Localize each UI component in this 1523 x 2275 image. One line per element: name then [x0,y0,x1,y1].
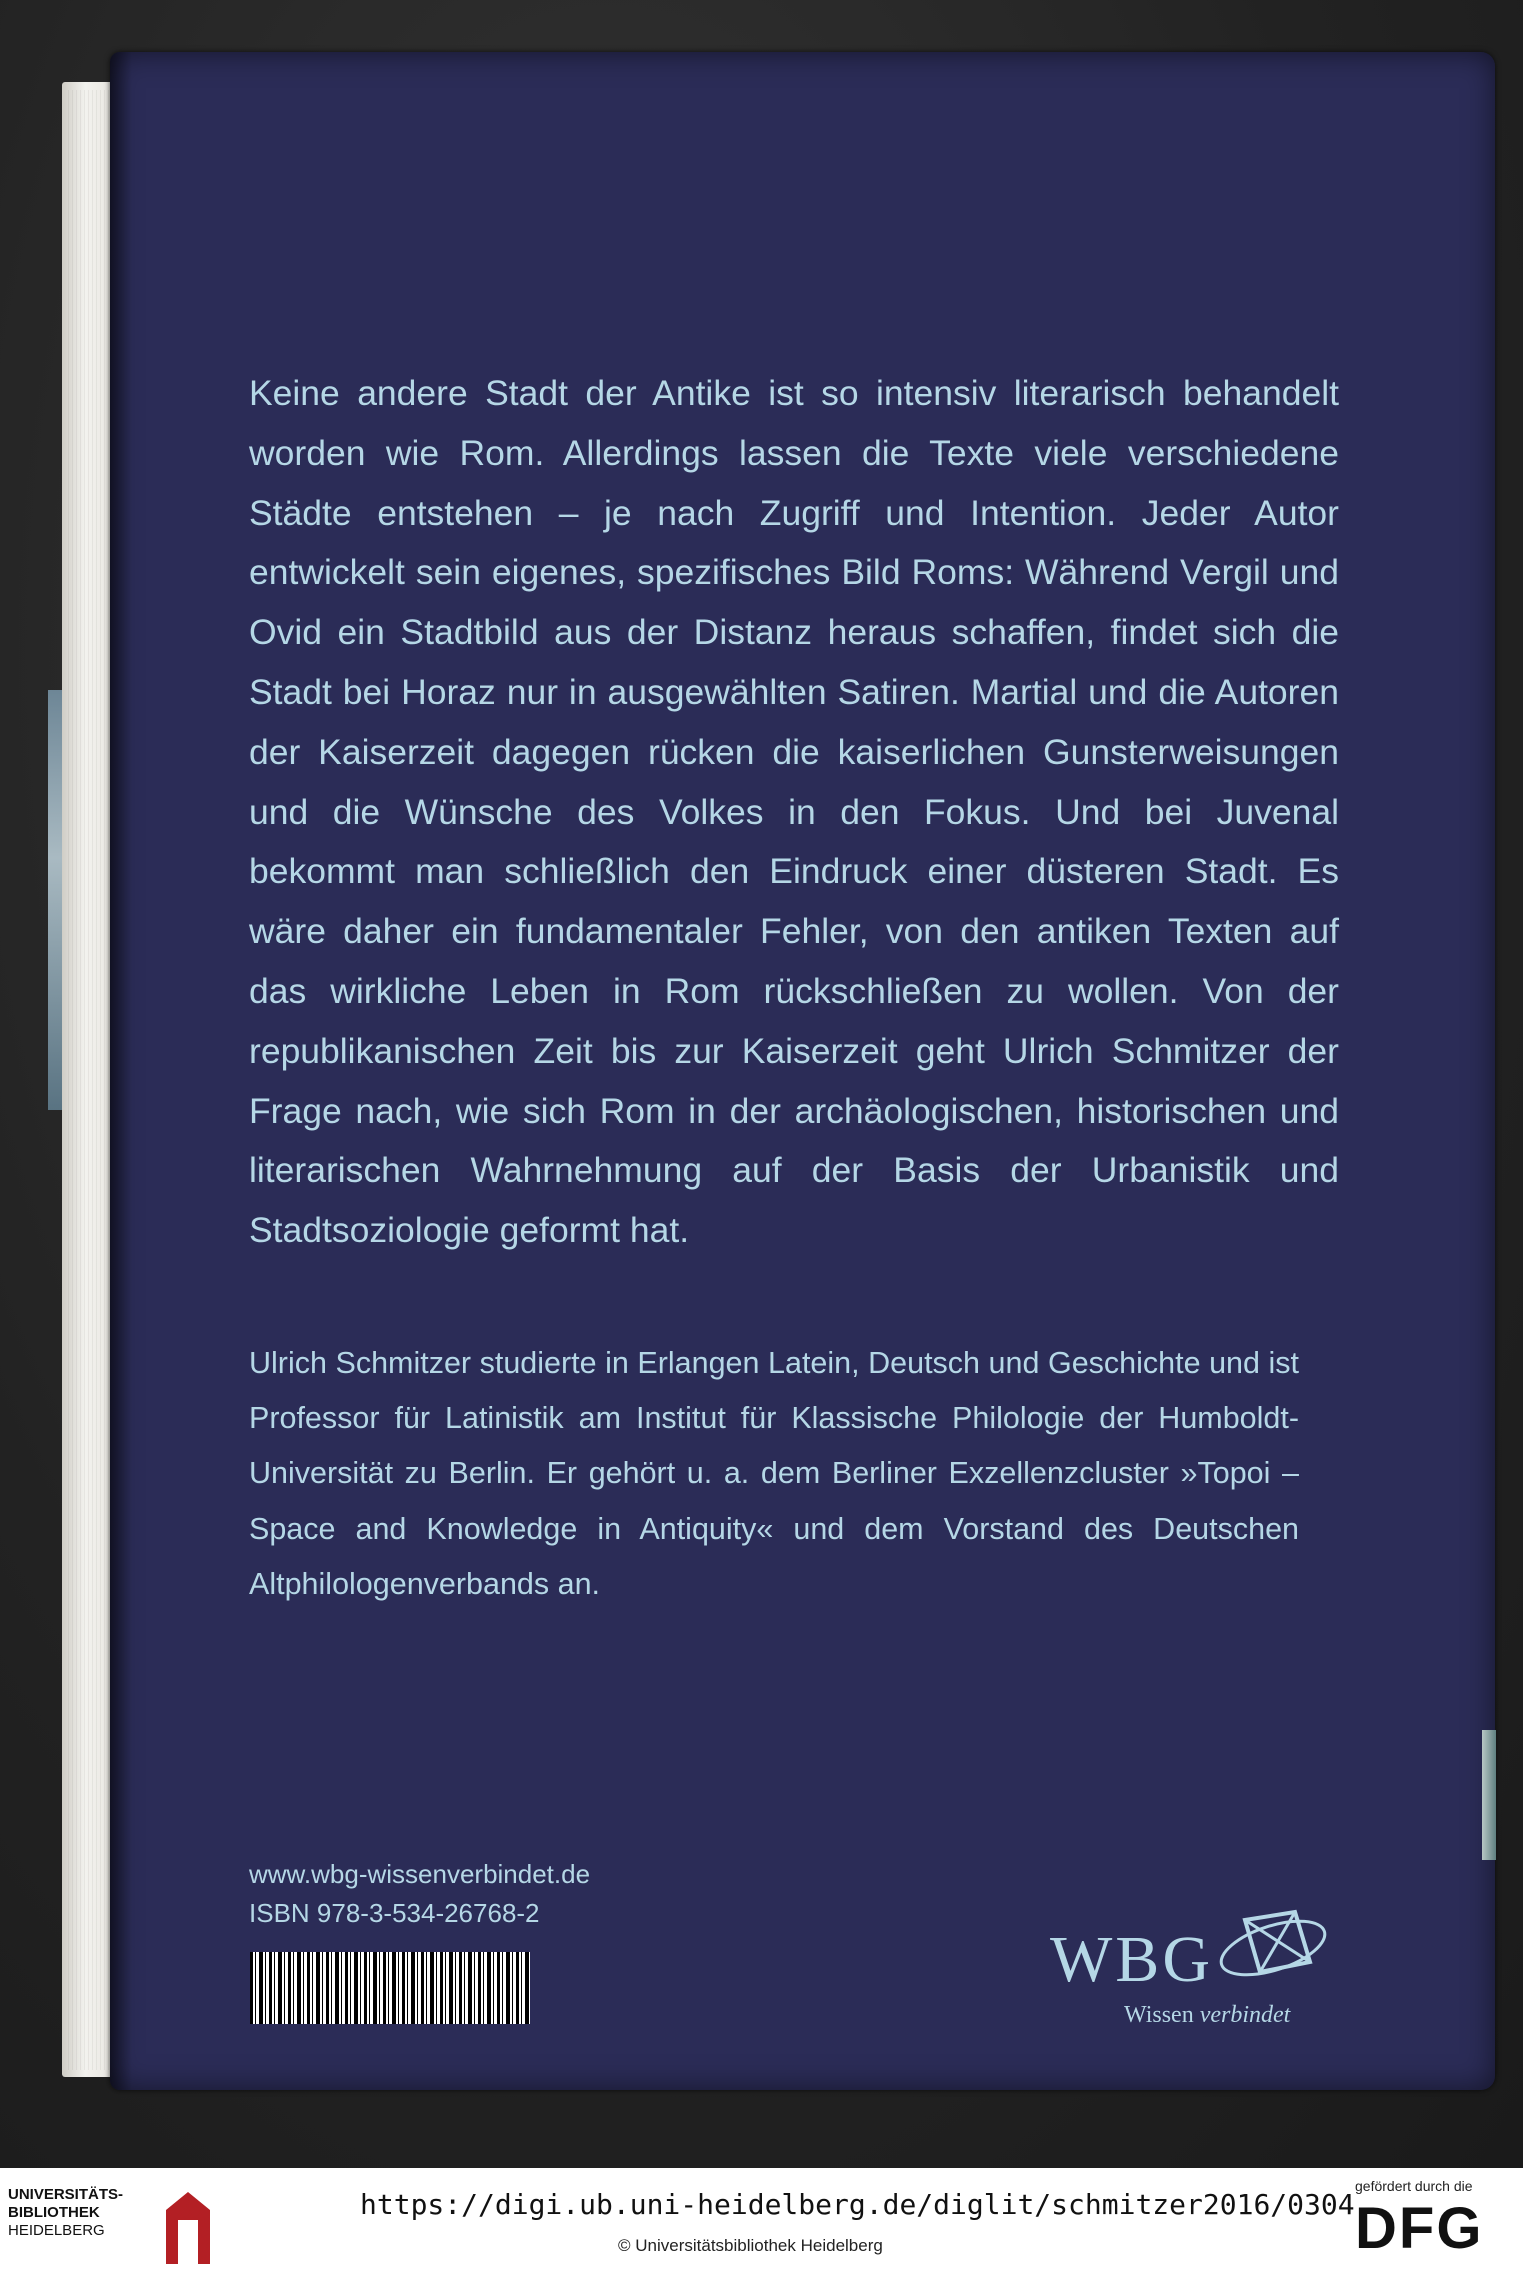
wbg-emblem-icon [1215,1900,1340,1995]
copyright-notice: © Universitätsbibliothek Heidelberg [618,2236,883,2255]
blurb-text: Keine andere Stadt der Antike ist so intensiv literarisch behandelt worden wie Rom. Allerdings lassen die Texte viele verschiedene Städte entstehen – je nach Zugriff und Intention. Jeder Autor entwickelt sein eigenes, spezifisches Bild Roms: Während Vergil und Ovid ein Stadtbild aus der Distanz heraus schaffen, findet sich die Stadt bei Horaz nur in ausgewählten Satiren. Martial und die Autoren der Kaiserzeit dagegen rücken die kaiserlichen Gunsterweisungen und die Wünsche des Volkes in den Fokus. Und bei Juvenal bekommt man schließlich den Eindruck einer düsteren Stadt. Es wäre daher ein fundamentaler Fehler, von den antiken Texten auf das wirkliche Leben in Rom rückschließen zu wollen. Von der republikanischen Zeit bis zur Kaiserzeit geht Ulrich Schmitzer der Frage nach, wie sich Rom in der archäologischen, historischen und literarischen Wahrnehmung auf der Basis der Urbanistik und Stadtsoziologie geformt hat. [249,373,1339,1251]
library-sticker [1482,1730,1496,1860]
wbg-tagline: Wissen verbindet [1124,2002,1291,2028]
permalink-url[interactable]: https://digi.ub.uni-heidelberg.de/diglit/schmitzer2016/0304 [360,2188,1355,2221]
funding-note: gefördert durch die [1355,2178,1473,2194]
library-name: UNIVERSITÄTS- BIBLIOTHEK HEIDELBERG [8,2186,124,2239]
cover-hinge-shadow [110,52,132,2090]
author-bio: Ulrich Schmitzer studierte in Erlangen Latein, Deutsch und Geschichte und ist Professor für Latinistik am Institut für Klassische Philologie der Humboldt-Universität zu Berlin. Er gehört u. a. dem Berliner Exzellenzcluster »Topoi – Space and Knowledge in Antiquity« und dem Vorstand des Deutschen Altphilologenverbands an. [249,1346,1299,1601]
viewer-footer [0,2168,1523,2275]
wbg-logo [1040,1900,1340,2040]
library-emblem-icon [158,2180,218,2266]
barcode [250,1952,530,2024]
page-edge-lines [68,90,116,2070]
heidelberg-library-logo[interactable] [8,2180,218,2268]
wbg-logo-text: WBG [1050,1923,1213,1996]
publisher-url: www.wbg-wissenverbindet.de [249,1859,591,1889]
dfg-logo[interactable]: DFG [1355,2196,1484,2261]
isbn: ISBN 978-3-534-26768-2 [249,1898,540,1928]
